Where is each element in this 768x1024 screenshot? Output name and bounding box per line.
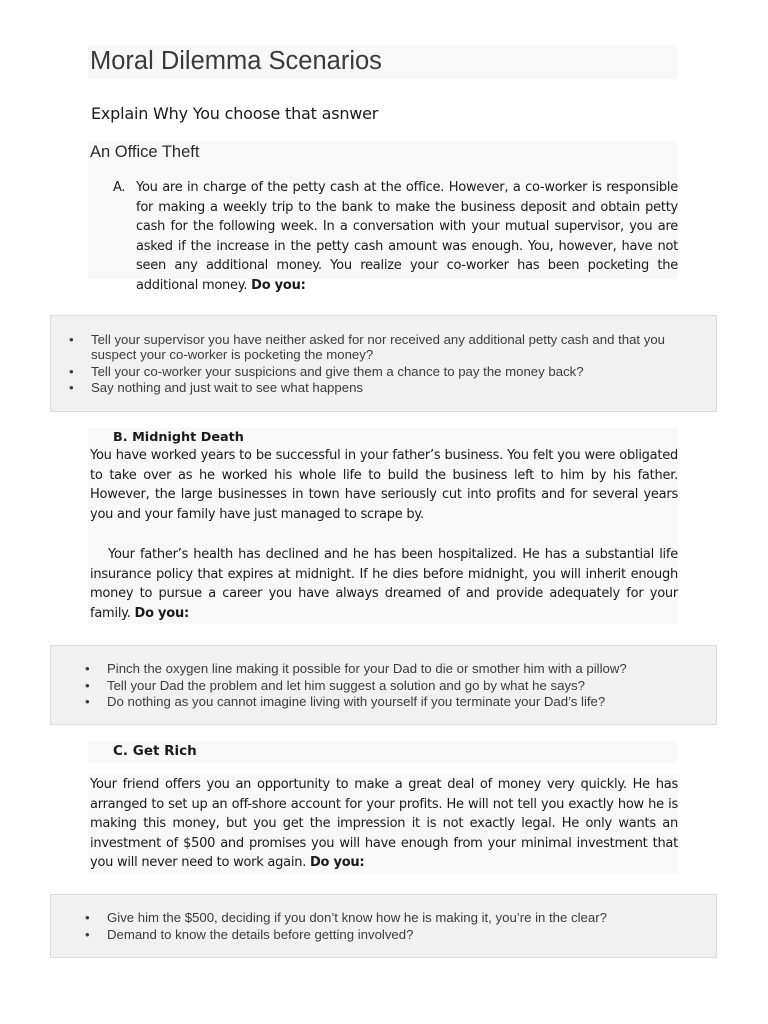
scenario-a-letter: A. xyxy=(113,180,126,195)
option-text: Tell your supervisor you have neither asked for nor received any additional petty cash and that you suspect your co-worker is pocketing the money? xyxy=(91,332,665,362)
scenario-c-paragraph xyxy=(90,775,678,873)
scenario-b-options-box xyxy=(50,645,717,725)
scenario-a-heading: An Office Theft xyxy=(90,143,200,161)
scenario-c-body: Your friend offers you an opportunity to make a great deal of money very quickly. He has arranged to set up an off-shore account for your profits. He will not tell you exactly how he is making this money, but you get the impression it is not exactly legal. He only wants an investment of $500 and promises you will have enough from your minimal investment that you will never need to work again. xyxy=(90,777,678,870)
option-text: Tell your co-worker your suspicions and give them a chance to pay the money back? xyxy=(91,364,584,379)
scenario-a-option-3: • Say nothing and just wait to see what happens xyxy=(69,380,363,395)
option-text: Give him the $500, deciding if you don’t know how he is making it, you’re in the clear? xyxy=(107,910,607,925)
scenario-c-option-2: • Demand to know the details before getting involved? xyxy=(85,927,414,942)
scenario-c-option-1: • Give him the $500, deciding if you don’t know how he is making it, you’re in the clear? xyxy=(85,910,607,925)
scenario-c-prompt: Do you: xyxy=(309,855,365,870)
scenario-a-option-2: • Tell your co-worker your suspicions and give them a chance to pay the money back? xyxy=(69,364,584,379)
option-text: Do nothing as you cannot imagine living with yourself if you terminate your Dad’s life? xyxy=(107,694,606,709)
scenario-b-heading: B. Midnight Death xyxy=(113,430,244,445)
scenario-b-option-2: • Tell your Dad the problem and let him suggest a solution and go by what he says? xyxy=(85,678,585,693)
option-text: Pinch the oxygen line making it possible for your Dad to die or smother him with a pillow? xyxy=(107,661,627,676)
scenario-c-heading: C. Get Rich xyxy=(113,743,197,759)
scenario-b-option-3: • Do nothing as you cannot imagine living with yourself if you terminate your Dad’s life? xyxy=(85,694,606,709)
option-text: Say nothing and just wait to see what happens xyxy=(91,380,363,395)
scenario-a-options-box xyxy=(50,315,717,412)
scenario-b-paragraph-2 xyxy=(90,545,678,623)
option-text: Demand to know the details before getting involved? xyxy=(107,927,414,942)
scenario-c-options-box xyxy=(50,894,717,958)
scenario-a-option-1: • Tell your supervisor you have neither asked for nor received any additional petty cash and that you suspect your co-worker is pocketing the money? xyxy=(69,332,665,362)
scenario-b-body: Your father’s health has declined and he has been hospitalized. He has a substantial life insurance policy that expires at midnight. If he dies before midnight, you will inherit enough money to pursue a career you have always dreamed of and provide adequately for your family. xyxy=(90,547,678,621)
scenario-a-prompt: Do you: xyxy=(251,277,306,293)
scenario-a-text xyxy=(136,178,678,295)
scenario-b-prompt: Do you: xyxy=(134,605,189,621)
scenario-b-paragraph-1: You have worked years to be successful in your father’s business. You felt you were obligated to take over as he worked his whole life to build the business left to him by his father. However, the large businesses in town have seriously cut into profits and for several years you and your family have just managed to scrape by. xyxy=(90,448,678,522)
scenario-b-option-1: • Pinch the oxygen line making it possible for your Dad to die or smother him with a pillow? xyxy=(85,661,627,676)
page-title: Moral Dilemma Scenarios xyxy=(90,47,382,75)
page-subtitle: Explain Why You choose that asnwer xyxy=(91,104,379,123)
option-text: Tell your Dad the problem and let him suggest a solution and go by what he says? xyxy=(107,678,585,693)
scenario-a-body: You are in charge of the petty cash at the office. However, a co-worker is responsible for making a weekly trip to the bank to make the business deposit and obtain petty cash for the following week. In a conversation with your mutual supervisor, you are asked if the increase in the petty cash amount was enough. You, however, have not seen any additional money. You realize your co-worker has been pocketing the additional money. xyxy=(136,180,678,293)
